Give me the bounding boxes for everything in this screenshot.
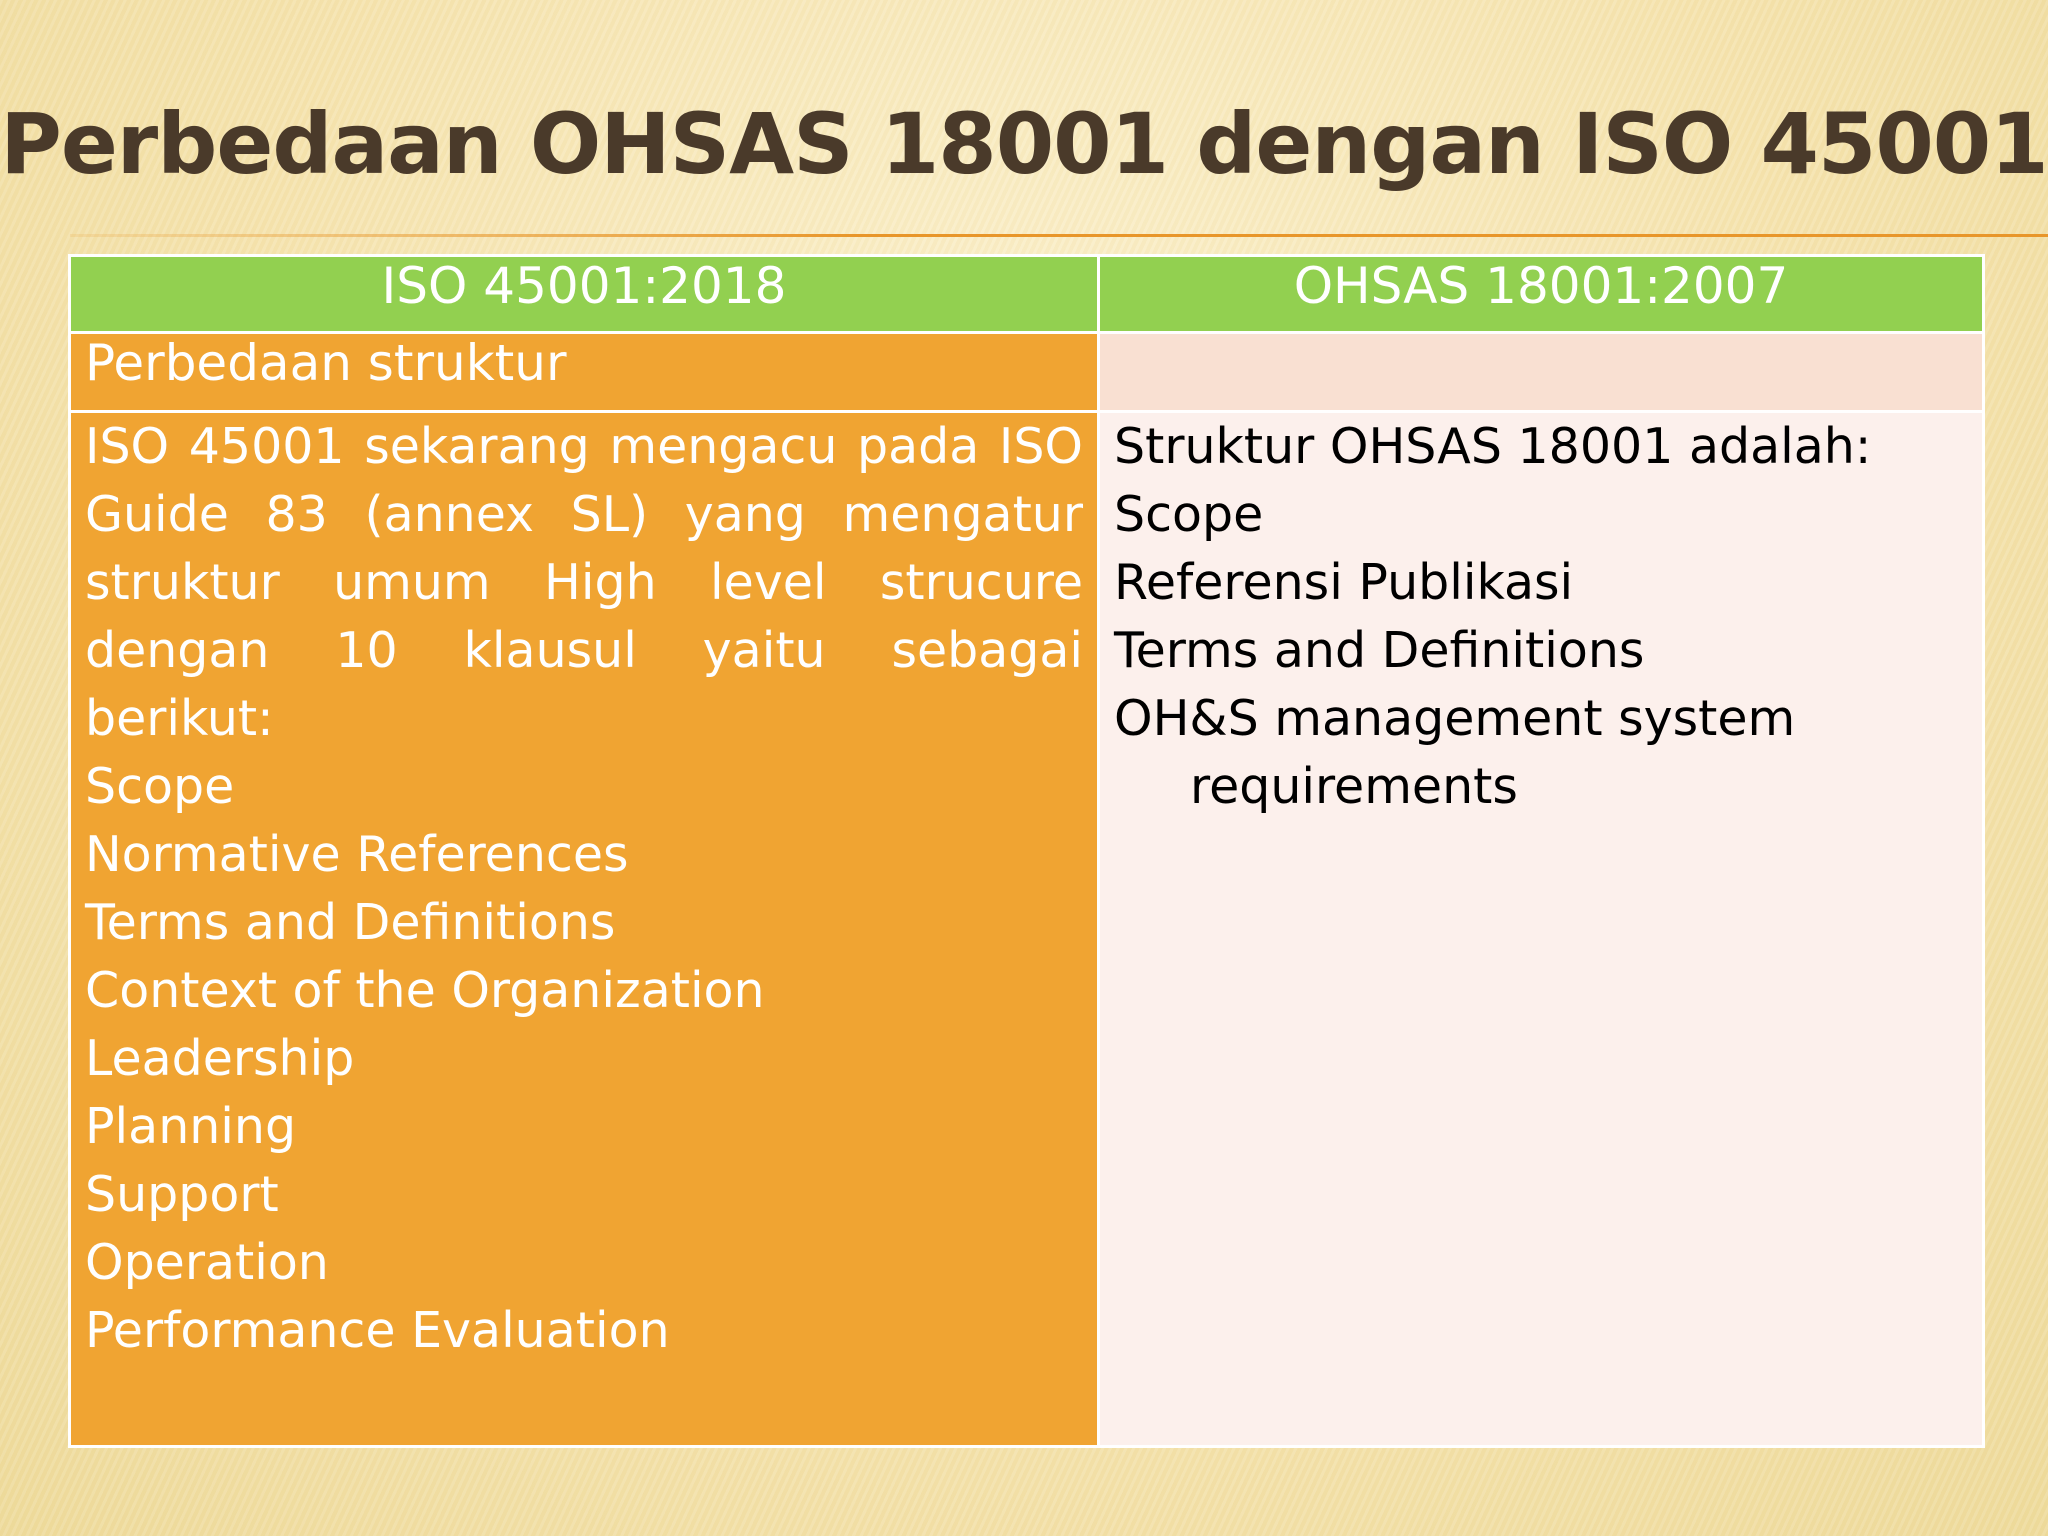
iso-clause-item: Terms and Definitions (85, 894, 616, 951)
ohsas-clause-item: Referensi Publikasi (1114, 554, 1574, 611)
header-row (70, 256, 1984, 333)
title-divider (70, 234, 2048, 237)
iso-clause-item: Scope (85, 758, 235, 815)
iso-intro-text: ISO 45001 sekarang mengacu pada ISO Guide 83 (annex SL) yang mengatur struktur umum High level strucure dengan 10 klausul yaitu sebagai berikut: (85, 418, 1083, 747)
iso-clause-item: Performance Evaluation (85, 1302, 670, 1359)
iso-clause-item: Context of the Organization (85, 962, 765, 1019)
comparison-table (68, 254, 1985, 1448)
section-row (70, 333, 1984, 412)
content-row (70, 412, 1984, 1447)
ohsas-clause-item: Scope (1114, 486, 1264, 543)
ohsas-intro-text: Struktur OHSAS 18001 adalah: (1114, 418, 1872, 475)
header-iso-45001: ISO 45001:2018 (70, 256, 1099, 333)
ohsas-18001-structure-cell (1099, 412, 1984, 1447)
header-ohsas-18001: OHSAS 18001:2007 (1099, 256, 1984, 333)
ohsas-clause-item-last: OH&S management system requirements (1114, 690, 1796, 815)
section-empty-cell (1099, 333, 1984, 412)
iso-clause-item: Normative References (85, 826, 629, 883)
section-label: Perbedaan struktur (70, 333, 1099, 412)
slide-title: Perbedaan OHSAS 18001 dengan ISO 45001 (0, 95, 2048, 193)
iso-clause-item: Planning (85, 1098, 297, 1155)
iso-clause-item: Support (85, 1166, 279, 1223)
ohsas-clause-item: Terms and Definitions (1114, 622, 1645, 679)
iso-clause-item: Operation (85, 1234, 329, 1291)
iso-clause-item: Leadership (85, 1030, 355, 1087)
iso-45001-structure-cell (70, 412, 1099, 1447)
